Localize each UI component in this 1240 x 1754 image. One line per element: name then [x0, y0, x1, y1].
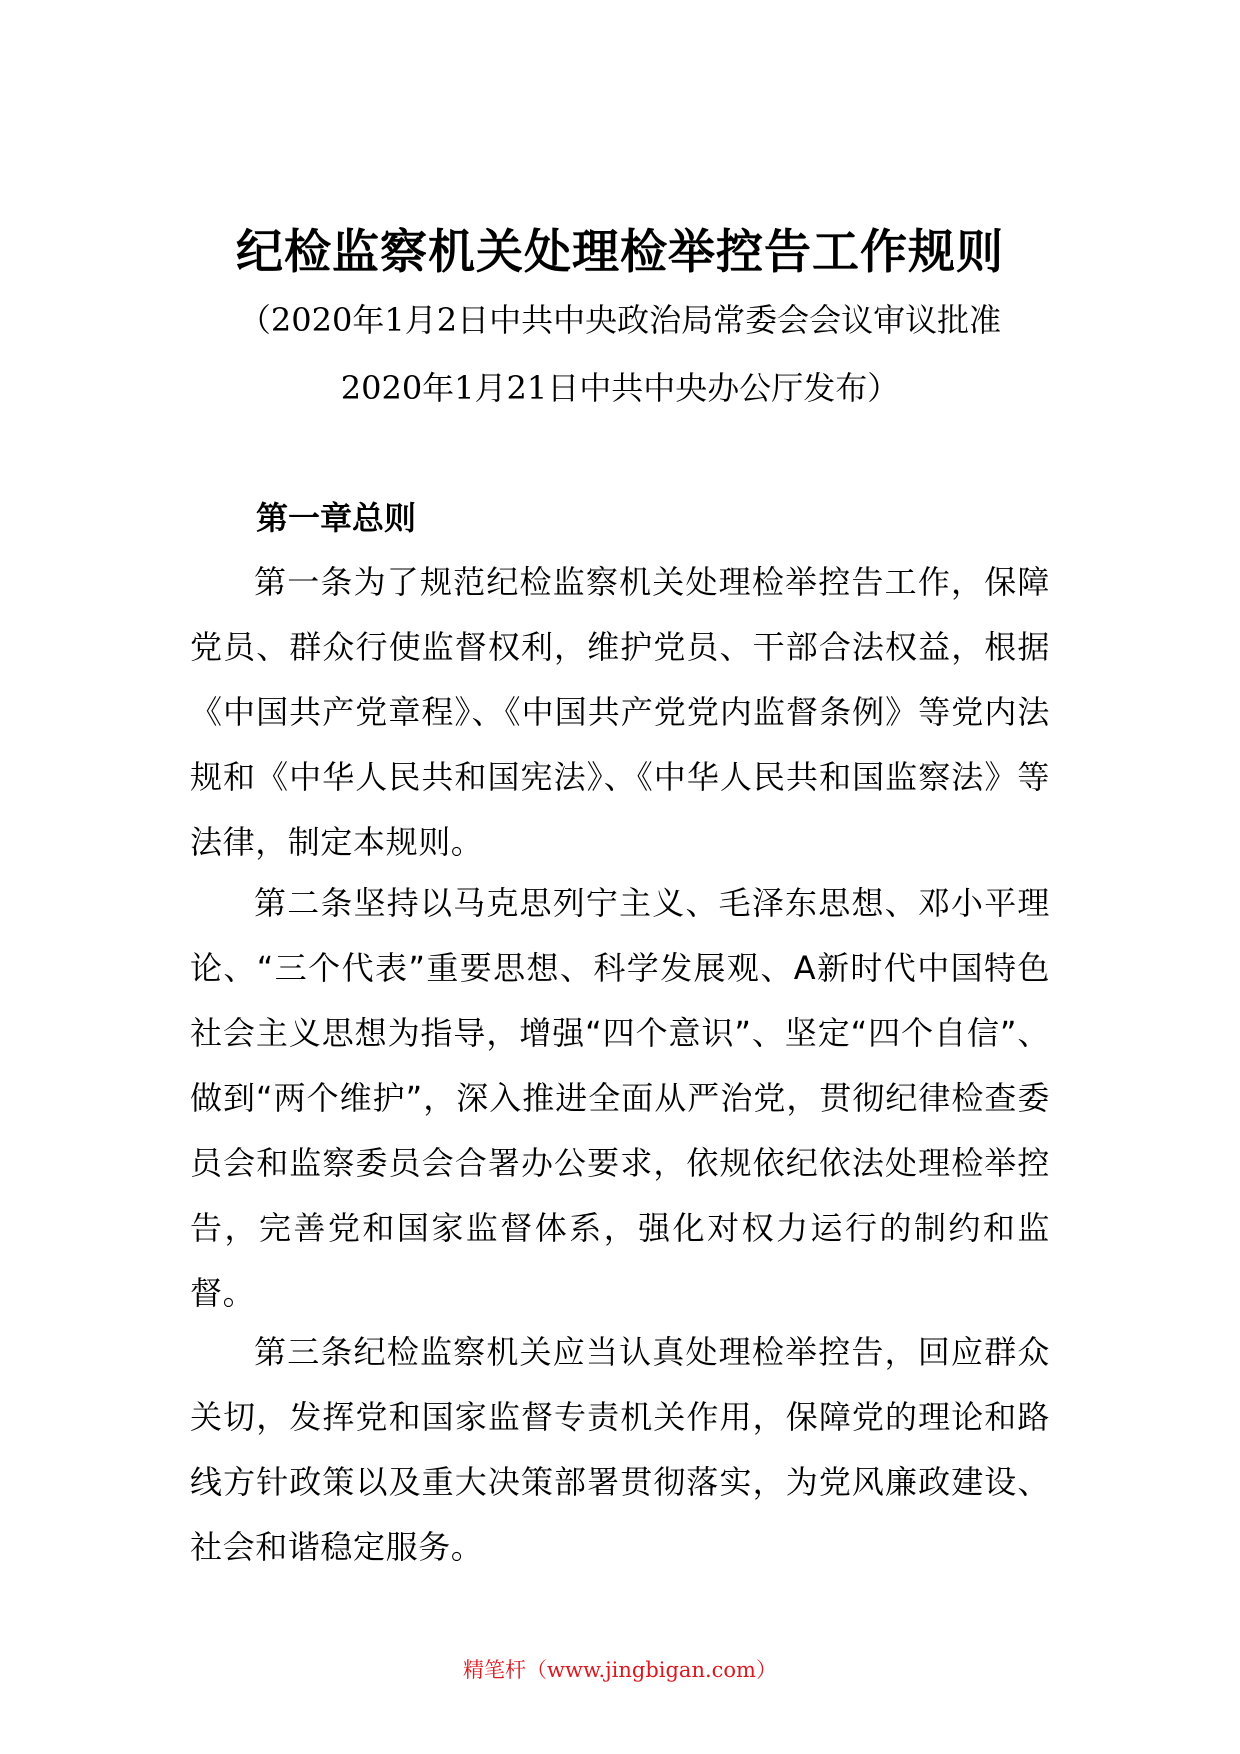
- site-watermark: 精笔杆（www.jingbigan.com）: [463, 1658, 777, 1682]
- approval-note: （2020年1月2日中共中央政治局常委会会议审议批准: [238, 301, 1002, 339]
- article-3-paragraph: 第三条纪检监察机关应当认真处理检举控告，回应群众关切，发挥党和国家监督专责机关作用，保障党的理论和路线方针政策以及重大决策部署贯彻落实，为党风廉政建设、社会和谐稳定服务。: [190, 1333, 1050, 1566]
- publication-note: 2020年1月21日中共中央办公厅发布）: [340, 369, 900, 407]
- chapter-heading: 第一章总则: [256, 499, 417, 537]
- article-1-paragraph: 第一条为了规范纪检监察机关处理检举控告工作，保障党员、群众行使监督权利，维护党员、干部合法权益，根据《中国共产党章程》、《中国共产党党内监督条例》等党内法规和《中华人民共和国宪法》、《中华人民共和国监察法》等法律，制定本规则。: [190, 563, 1050, 861]
- article-2-paragraph: 第二条坚持以马克思列宁主义、毛泽东思想、邓小平理论、“三个代表”重要思想、科学发展观、A新时代中国特色社会主义思想为指导，增强“四个意识”、坚定“四个自信”、做到“两个维护”，深入推进全面从严治党，贯彻纪律检查委员会和监察委员会合署办公要求，依规依纪依法处理检举控告，完善党和国家监督体系，强化对权力运行的制约和监督。: [190, 884, 1050, 1312]
- document-title: 纪检监察机关处理检举控告工作规则: [236, 225, 1004, 280]
